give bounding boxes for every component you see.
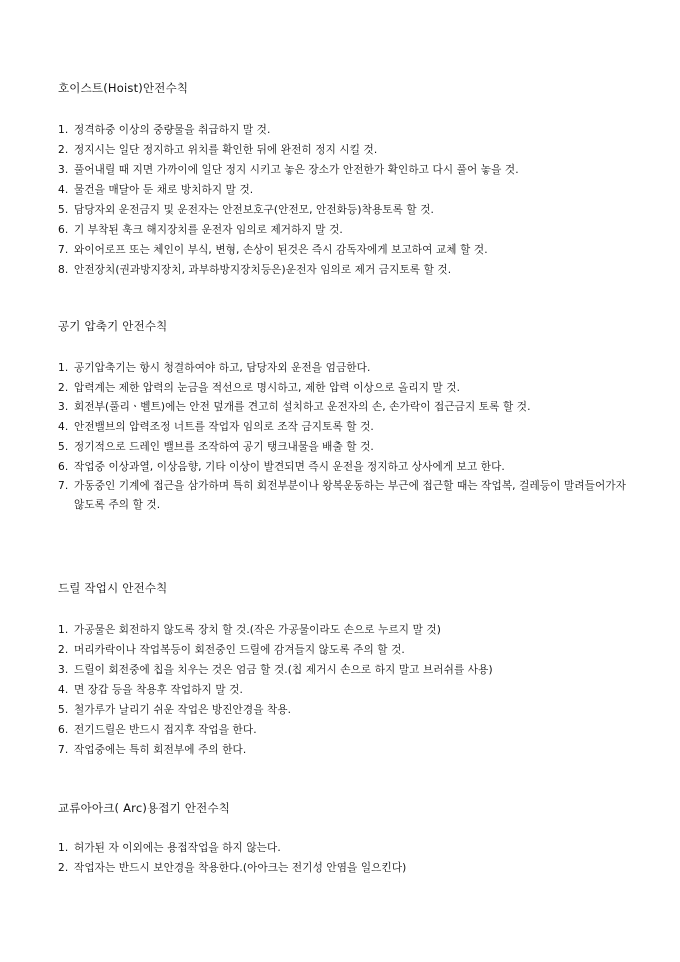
item-number: 2. (58, 144, 69, 156)
item-text: 머리카락이나 작업복등이 회전중인 드릴에 감겨들지 않도록 주의 할 것. (74, 644, 405, 656)
item-text: 가동중인 기계에 접근을 삼가하며 특히 회전부분이나 왕복운동하는 부근에 접근할 때는 작업복, 걸레등이 말려들어가자 않도록 주의 할 것. (74, 480, 626, 511)
item-number: 2. (58, 862, 69, 874)
item-number: 4. (58, 684, 69, 696)
section-title: 호이스트(Hoist)안전수칙 (58, 81, 189, 95)
list-item (58, 240, 626, 260)
item-text: 드릴이 회전중에 칩을 치우는 것은 엄금 할 것.(칩 제거시 손으로 하지 말고 브러쉬를 사용) (74, 664, 493, 676)
item-number: 7. (58, 744, 69, 756)
item-text: 작업중에는 특히 회전부에 주의 한다. (74, 744, 247, 756)
list-item (58, 160, 626, 180)
list-item (58, 417, 626, 437)
item-number: 2. (58, 644, 69, 656)
item-number: 3. (58, 664, 69, 676)
list-item (58, 838, 626, 858)
item-text: 정지시는 일단 정지하고 위치를 확인한 뒤에 완전히 정지 시킬 것. (74, 144, 378, 156)
list-item (58, 700, 626, 720)
list-item (58, 660, 626, 680)
item-text: 와이어로프 또는 체인이 부식, 변형, 손상이 된것은 즉시 감독자에게 보고하여 교체 할 것. (74, 244, 488, 256)
list-item (58, 120, 626, 140)
item-number: 7. (58, 244, 69, 256)
item-text: 가공물은 회전하지 않도록 장치 할 것.(작은 가공물이라도 손으로 누르지 말 것) (74, 624, 441, 636)
item-text: 정격하중 이상의 중량물을 취급하지 말 것. (74, 124, 271, 136)
item-text: 작업자는 반드시 보안경을 착용한다.(아아크는 전기성 안염을 일으킨다) (74, 862, 407, 874)
list-item (58, 140, 626, 160)
list-item (58, 457, 626, 477)
rule-list (58, 120, 626, 280)
list-item (58, 858, 626, 878)
item-text: 면 장갑 등을 착용후 작업하지 말 것. (74, 684, 243, 696)
section-hoist (58, 80, 626, 280)
item-number: 4. (58, 184, 69, 196)
item-number: 1. (58, 362, 69, 374)
item-text: 작업중 이상과열, 이상음향, 기타 이상이 발견되면 즉시 운전을 정지하고 상사에게 보고 한다. (74, 461, 505, 473)
item-text: 정기적으로 드레인 밸브를 조작하여 공기 탱크내물을 배출 할 것. (74, 441, 374, 453)
item-text: 허가된 자 이외에는 용접작업을 하지 않는다. (74, 842, 281, 854)
item-number: 1. (58, 124, 69, 136)
list-item (58, 398, 626, 417)
section-title: 교류아아크( Arc)용접기 안전수칙 (58, 801, 231, 815)
item-number: 8. (58, 264, 69, 276)
list-item (58, 640, 626, 660)
section-title: 드릴 작업시 안전수칙 (58, 581, 168, 595)
section-drill (58, 580, 626, 760)
list-item (58, 180, 626, 200)
rule-list (58, 620, 626, 760)
item-number: 7. (58, 480, 69, 492)
item-text: 담당자외 운전금지 및 운전자는 안전보호구(안전모, 안전화등)착용토록 할 것. (74, 204, 435, 216)
item-number: 6. (58, 724, 69, 736)
item-number: 5. (58, 204, 69, 216)
item-text: 전기드릴은 반드시 접지후 작업을 한다. (74, 724, 257, 736)
item-text: 안전장치(권과방지장치, 과부하방지장치등은)운전자 임의로 제거 금지토록 할 것. (74, 264, 452, 276)
item-number: 1. (58, 624, 69, 636)
item-number: 3. (58, 164, 69, 176)
item-number: 5. (58, 441, 69, 453)
item-text: 풀어내릴 때 지면 가까이에 일단 정지 시키고 놓은 장소가 안전한가 확인하고 다시 풀어 놓을 것. (74, 164, 519, 176)
list-item (58, 358, 626, 378)
list-item (58, 477, 626, 515)
section-title: 공기 압축기 안전수칙 (58, 319, 168, 333)
item-text: 공기압축기는 항시 청결하여야 하고, 담당자외 운전을 엄금한다. (74, 362, 371, 374)
item-number: 3. (58, 401, 69, 413)
item-text: 압력계는 제한 압력의 눈금을 적선으로 명시하고, 제한 압력 이상으로 올리지 말 것. (74, 382, 461, 394)
item-number: 2. (58, 382, 69, 394)
item-number: 6. (58, 224, 69, 236)
section-air-compressor (58, 318, 626, 515)
item-text: 회전부(풀리ㆍ벨트)에는 안전 덮개를 견고히 설치하고 운전자의 손, 손가락이 접근금지 토록 할 것. (74, 401, 531, 413)
rule-list (58, 838, 626, 878)
list-item (58, 680, 626, 700)
list-item (58, 740, 626, 760)
item-text: 기 부착된 훅크 해지장치를 운전자 임의로 제거하지 말 것. (74, 224, 343, 236)
list-item (58, 260, 626, 280)
item-text: 철가루가 날리기 쉬운 작업은 방진안경을 착용. (74, 704, 292, 716)
list-item (58, 378, 626, 398)
list-item (58, 220, 626, 240)
list-item (58, 200, 626, 220)
item-text: 물건을 매달아 둔 채로 방치하지 말 것. (74, 184, 254, 196)
section-arc-welder (58, 800, 626, 878)
list-item (58, 437, 626, 457)
list-item (58, 720, 626, 740)
rule-list (58, 358, 626, 515)
item-number: 5. (58, 704, 69, 716)
item-number: 1. (58, 842, 69, 854)
item-text: 안전밸브의 압력조정 너트를 작업자 임의로 조작 금지토록 할 것. (74, 421, 374, 433)
item-number: 4. (58, 421, 69, 433)
list-item (58, 620, 626, 640)
item-number: 6. (58, 461, 69, 473)
